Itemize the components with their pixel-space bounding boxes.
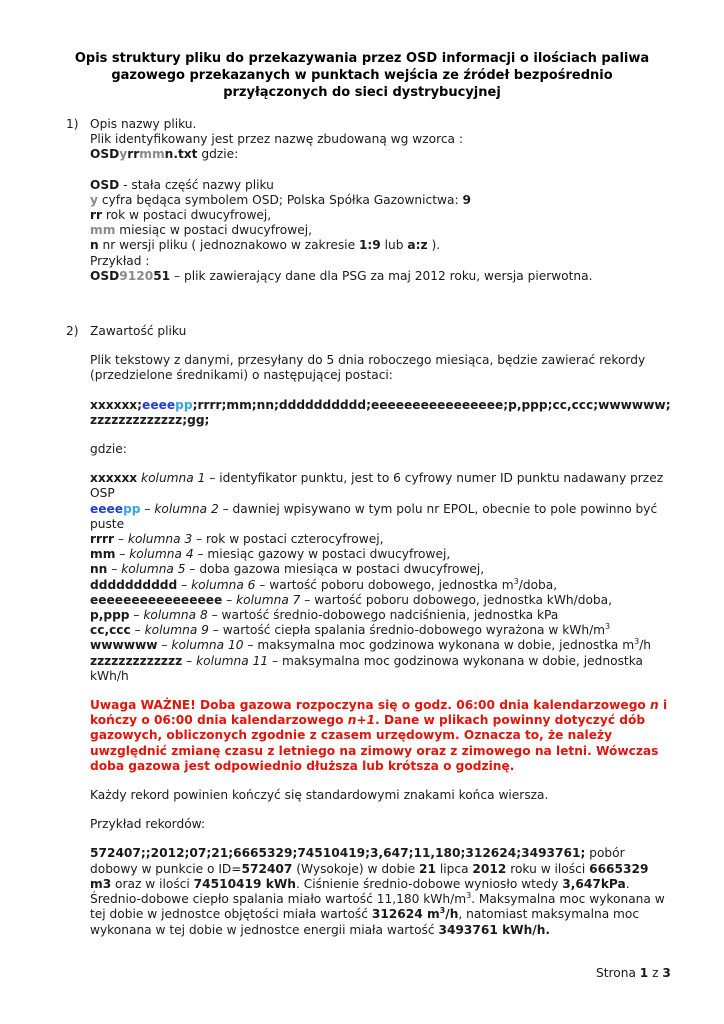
column-def: rrrr – kolumna 3 – rok w postaci czterocyfrowej, <box>90 532 384 547</box>
column-def: xxxxxx kolumna 1 – identyfikator punktu, jest to 6 cyfrowy numer ID punktu nadawany przez OSP <box>90 471 664 501</box>
def-mm: mm miesiąc w postaci dwucyfrowej, <box>90 223 312 238</box>
def-y: y cyfra będąca symbolem OSD; Polska Spółka Gazownictwa: 9 <box>90 192 471 207</box>
column-def: cc,ccc – kolumna 9 – wartość ciepła spalania średnio-dobowego wyrażona w kWh/$m^3$ <box>90 622 611 638</box>
def-n: n nr wersji pliku ( jednoznakowo w zakresie 1:9 lub a:z ). <box>90 238 441 253</box>
section-1-line: Plik identyfikowany jest przez nazwę zbudowaną wg wzorca : <box>90 132 463 147</box>
section-2-heading: Zawartość pliku <box>90 324 187 338</box>
section-1-number: 1) <box>66 117 79 131</box>
section-2-intro: Plik tekstowy z danymi, przesyłany do 5 dnia roboczego miesiąca, będzie zawierać rekordy (przedzielone średnikami) o następującej postaci: <box>90 353 646 383</box>
def-rr: rr rok w postaci dwucyfrowej, <box>90 208 272 223</box>
column-def: eeeeeeeeeeeeeeee – kolumna 7 – wartość poboru dobowego, jednostka kWh/doba, <box>90 592 612 607</box>
section-2-number: 2) <box>66 324 79 338</box>
examples-label: Przykład rekordów: <box>90 817 206 832</box>
filename-pattern: OSDyrrmmn.txt gdzie: <box>90 147 239 162</box>
document-title: Opis struktury pliku do przekazywania przez OSD informacji o ilościach paliwa gazowego przekazanych w punktach wejścia ze źródeł bezpośrednio przyłączonych do sieci dystrybucyjnej <box>74 51 650 100</box>
column-def: wwwwww – kolumna 10 – maksymalna moc godzinowa wykonana w dobie, jednostka $m^3/h$ <box>90 637 652 653</box>
column-def: dddddddddd – kolumna 6 – wartość poboru dobowego, jednostka $m^3$/doba, <box>90 576 558 592</box>
column-def: mm – kolumna 4 – miesiąc gazowy w postaci dwucyfrowej, <box>90 547 451 562</box>
section-2 <box>90 324 670 938</box>
column-def: eeeepp – kolumna 2 – dawniej wpisywano w tym polu nr EPOL, obecnie to pole powinno być puste <box>90 501 658 531</box>
record-end-note: Każdy rekord powinien kończyć się standardowymi znakami końca wiersza. <box>90 788 549 803</box>
section-1 <box>90 117 670 284</box>
example-label: Przykład : <box>90 253 150 268</box>
record-example: 572407;;2012;07;21;6665329;74510419;3,647;11,180;312624;3493761; pobór dobowy w punkcie o ID=572407 (Wysokoje) w dobie 21 lipca 2012 roku w ilości 6665329 m3 oraz w ilości 74510419 kWh. Ciśnienie średnio-dobowe wyniosło wtedy 3,647kPa. Średnio-dobowe ciepło spalania miało wartość 11,180 kWh/$m^3$. Maksymalna moc wykonana w tej dobie w jednostce objętości miała wartość 312624 $m^3/h$, natomiast maksymalna moc wykonana w tej dobie w jednostce energii miała wartość 3493761 kWh/h. <box>90 846 665 937</box>
page-footer: Strona 1 z 3 <box>596 966 671 980</box>
filename-example: OSD912051 – plik zawierający dane dla PSG za maj 2012 roku, wersja pierwotna. <box>90 268 593 283</box>
column-def: nn – kolumna 5 – doba gazowa miesiąca w postaci dwucyfrowej, <box>90 562 485 577</box>
column-def: p,ppp – kolumna 8 – wartość średnio-dobowego nadciśnienia, jednostka kPa <box>90 608 559 623</box>
column-def: zzzzzzzzzzzzz – kolumna 11 – maksymalna moc godzinowa wykonana w dobie, jednostka kWh/h <box>90 653 644 683</box>
warning-note: Uwaga WAŻNE! Doba gazowa rozpoczyna się o godz. 06:00 dnia kalendarzowego n i kończy o 06:00 dnia kalendarzowego n+1. Dane w plikach powinny dotyczyć dób gazowych, obliczonych zgodnie z czasem urzędowym. Oznacza to, że należy uwzględnić zmianę czasu z letniego na zimowy oraz z zimowego na letni. Wówczas doba gazowa jest odpowiednio dłuższa lub krótsza o godzinę. <box>90 698 668 773</box>
def-osd: OSD - stała część nazwy pliku <box>90 177 274 192</box>
where-label: gdzie: <box>90 442 127 457</box>
record-format: xxxxxx;eeeepp;rrrr;mm;nn;dddddddddd;eeeeeeeeeeeeeeee;p,ppp;cc,ccc;wwwwww; zzzzzzzzzzzzz;gg; <box>90 397 671 427</box>
section-1-heading: Opis nazwy pliku. <box>90 117 197 131</box>
